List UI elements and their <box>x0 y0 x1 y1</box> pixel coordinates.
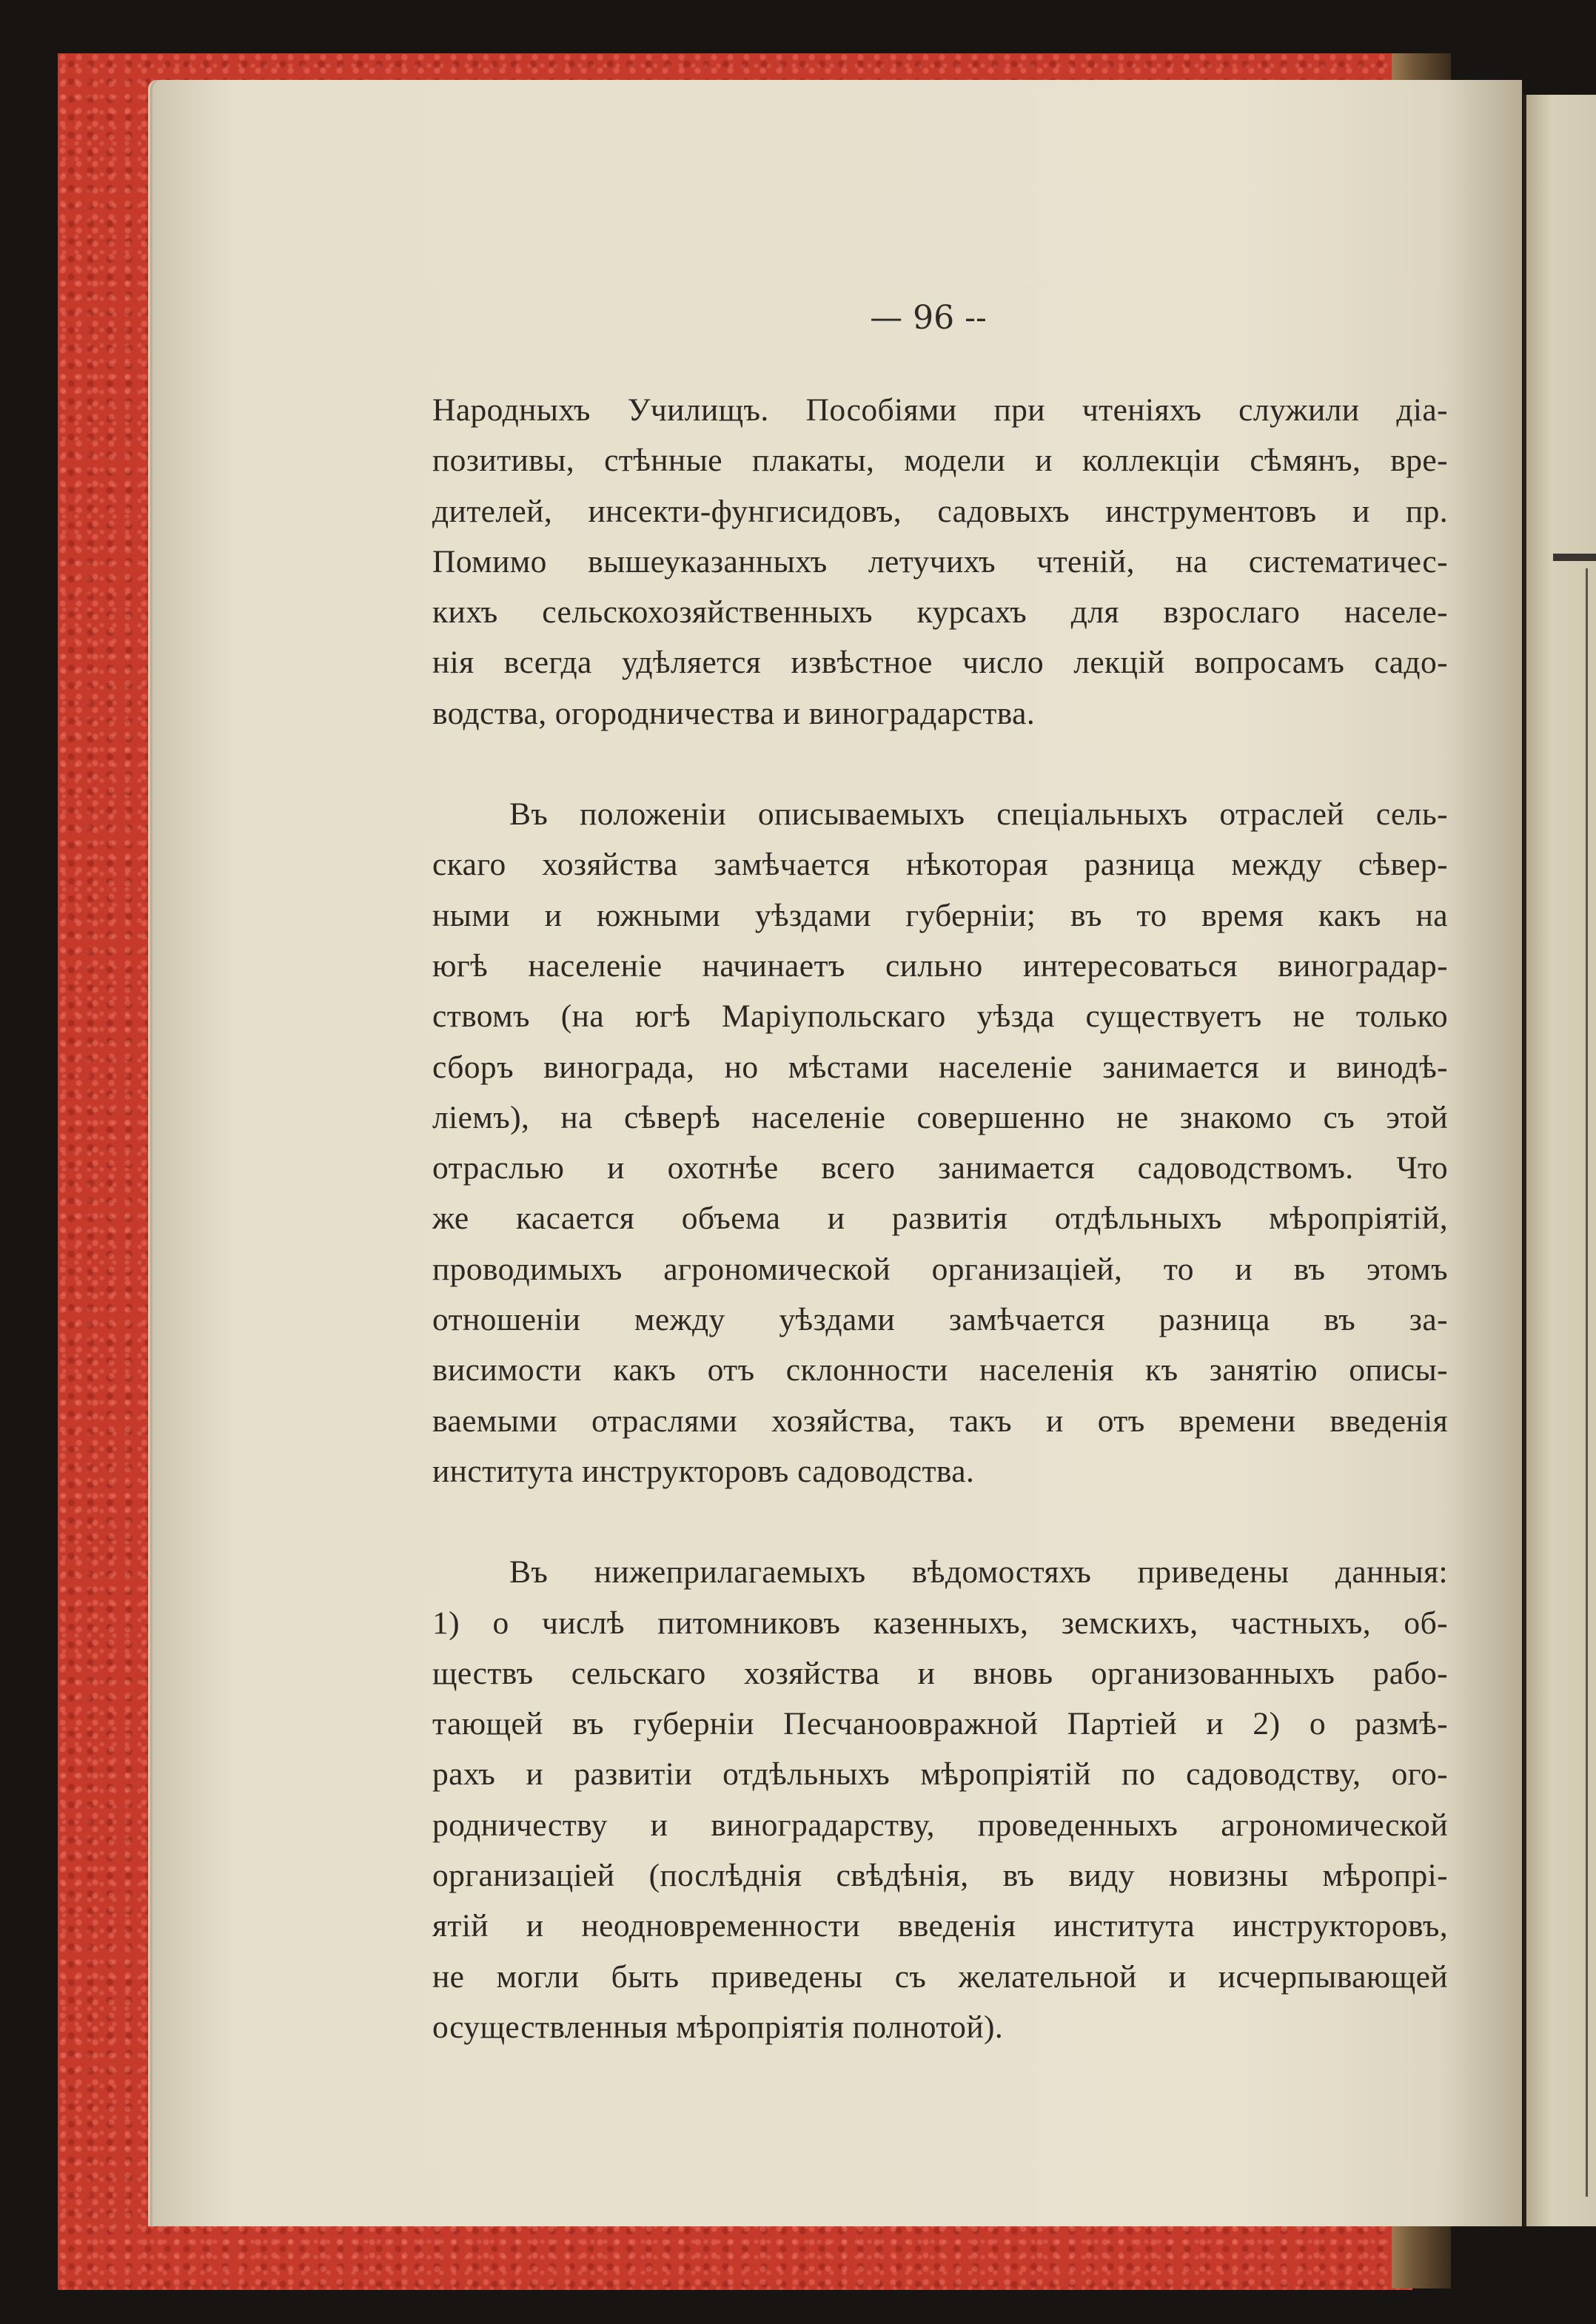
text-line: висимости какъ отъ склонности населенія къ занятію описы- <box>432 1352 1448 1388</box>
text-line: скаго хозяйства замѣчается нѣкоторая разница между сѣвер- <box>432 847 1448 883</box>
text-line: 1) о числѣ питомниковъ казенныхъ, земскихъ, частныхъ, об- <box>432 1605 1448 1641</box>
text-line: ществъ сельскаго хозяйства и вновь организованныхъ рабо- <box>432 1655 1448 1691</box>
text-line: ліемъ), на сѣверѣ населеніе совершенно не знакомо съ этой <box>432 1099 1448 1135</box>
text-line: отраслью и охотнѣе всего занимается садоводствомъ. Что <box>432 1150 1448 1186</box>
text-line: ствомъ (на югѣ Маріупольскаго уѣзда существуетъ не только <box>432 998 1448 1035</box>
text-line: института инструкторовъ садоводства. <box>432 1453 975 1489</box>
facing-page-edge <box>1523 95 1596 2226</box>
text-line: осуществленныя мѣропріятія полнотой). <box>432 2009 1004 2045</box>
page-text <box>432 385 1448 2052</box>
paragraph-1 <box>432 385 1448 739</box>
text-line: югѣ населеніе начинаетъ сильно интересоваться виноградар- <box>432 947 1448 984</box>
text-line: же касается объема и развитія отдѣльныхъ мѣропріятій, <box>432 1200 1448 1237</box>
paragraph-3 <box>432 1547 1448 2052</box>
text-line: организаціей (послѣднія свѣдѣнія, въ виду новизны мѣропрі- <box>432 1858 1448 1894</box>
text-line: проводимыхъ агрономической организаціей, то и въ этомъ <box>432 1251 1448 1287</box>
text-line: позитивы, стѣнные плакаты, модели и коллекціи сѣмянъ, вре- <box>432 443 1448 479</box>
text-line: водства, огородничества и виноградарства. <box>432 695 1036 731</box>
text-line: Въ положеніи описываемыхъ спеціальныхъ отраслей сель- <box>509 796 1448 833</box>
paragraph-2 <box>432 789 1448 1497</box>
text-line: ваемыми отраслями хозяйства, такъ и отъ времени введенія <box>432 1403 1448 1439</box>
text-line: Помимо вышеуказанныхъ летучихъ чтеній, на систематичес- <box>432 543 1448 580</box>
text-line: ными и южными уѣздами губерніи; въ то время какъ на <box>432 897 1448 933</box>
facing-page-rule <box>1553 554 1596 561</box>
facing-page-table-line <box>1586 568 1588 2197</box>
text-line: сборъ винограда, но мѣстами населеніе занимается и винодѣ- <box>432 1049 1448 1085</box>
text-line: не могли быть приведены съ желательной и исчерпывающей <box>432 1958 1448 1995</box>
text-line: отношеніи между уѣздами замѣчается разница въ за- <box>432 1302 1448 1338</box>
text-line: кихъ сельскохозяйственныхъ курсахъ для взрослаго населе- <box>432 594 1448 631</box>
text-line: дителей, инсекти-фунгисидовъ, садовыхъ инструментовъ и пр. <box>432 493 1448 529</box>
text-line: нія всегда удѣляется извѣстное число лекцій вопросамъ садо- <box>432 645 1448 681</box>
text-line: Народныхъ Училищъ. Пособіями при чтеніяхъ служили діа- <box>432 392 1448 428</box>
text-line: Въ нижеприлагаемыхъ вѣдомостяхъ приведены данныя: <box>509 1554 1448 1591</box>
text-line: ятій и неодновременности введенія института инструкторовъ, <box>432 1908 1448 1944</box>
text-line: родничеству и виноградарству, проведенныхъ агрономической <box>432 1807 1448 1843</box>
page-number: — 96 -- <box>870 299 987 337</box>
text-line: рахъ и развитіи отдѣльныхъ мѣропріятій по садоводству, ого- <box>432 1756 1448 1793</box>
text-line: тающей въ губерніи Песчанооврaжной Партіей и 2) о размѣ- <box>432 1706 1448 1742</box>
